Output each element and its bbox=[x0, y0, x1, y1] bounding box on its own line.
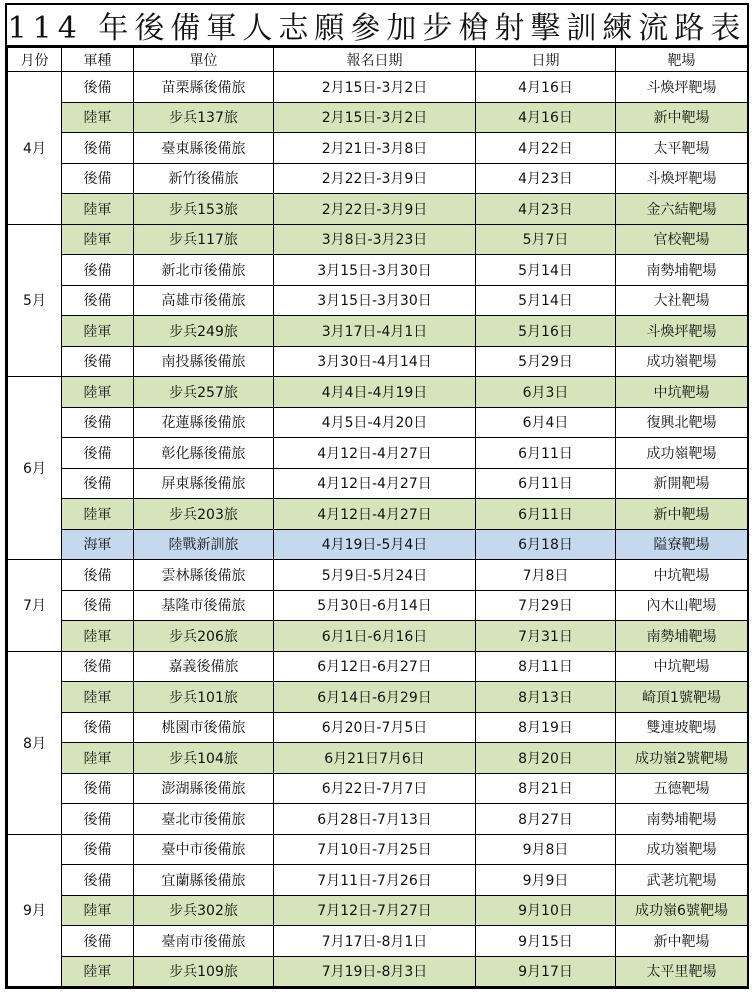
range-cell: 斗煥坪靶場 bbox=[616, 72, 748, 103]
table-row bbox=[8, 255, 748, 286]
branch-cell: 後備 bbox=[62, 865, 134, 896]
table-row bbox=[8, 377, 748, 408]
training-date-cell: 8月21日 bbox=[476, 773, 616, 804]
branch-cell: 陸軍 bbox=[62, 102, 134, 133]
unit-cell: 高雄市後備旅 bbox=[134, 285, 274, 316]
unit-cell: 臺南市後備旅 bbox=[134, 926, 274, 957]
range-cell: 中坑靶場 bbox=[616, 560, 748, 591]
table-row bbox=[8, 926, 748, 957]
range-cell: 雙連坡靶場 bbox=[616, 712, 748, 743]
branch-cell: 陸軍 bbox=[62, 743, 134, 774]
training-date-cell: 4月16日 bbox=[476, 72, 616, 103]
table-row bbox=[8, 102, 748, 133]
registration-date-cell: 3月15日-3月30日 bbox=[274, 285, 476, 316]
training-date-cell: 6月11日 bbox=[476, 438, 616, 469]
training-date-cell: 6月11日 bbox=[476, 499, 616, 530]
training-date-cell: 6月18日 bbox=[476, 529, 616, 560]
month-cell: 9月 bbox=[8, 834, 62, 987]
table-row bbox=[8, 834, 748, 865]
training-date-cell: 8月13日 bbox=[476, 682, 616, 713]
training-date-cell: 6月11日 bbox=[476, 468, 616, 499]
header-unit: 單位 bbox=[134, 48, 274, 72]
branch-cell: 陸軍 bbox=[62, 956, 134, 987]
header-row bbox=[8, 48, 748, 72]
table-header bbox=[8, 48, 748, 72]
table-row bbox=[8, 163, 748, 194]
range-cell: 新中靶場 bbox=[616, 499, 748, 530]
range-cell: 崎頂1號靶場 bbox=[616, 682, 748, 713]
branch-cell: 陸軍 bbox=[62, 621, 134, 652]
header-registration-date: 報名日期 bbox=[274, 48, 476, 72]
training-date-cell: 8月27日 bbox=[476, 804, 616, 835]
header-training-date: 日期 bbox=[476, 48, 616, 72]
table-row bbox=[8, 804, 748, 835]
unit-cell: 步兵117旅 bbox=[134, 224, 274, 255]
training-date-cell: 4月22日 bbox=[476, 133, 616, 164]
table-body bbox=[8, 72, 748, 987]
header-branch: 軍種 bbox=[62, 48, 134, 72]
registration-date-cell: 2月21日-3月8日 bbox=[274, 133, 476, 164]
training-date-cell: 5月7日 bbox=[476, 224, 616, 255]
registration-date-cell: 7月19日-8月3日 bbox=[274, 956, 476, 987]
unit-cell: 嘉義後備旅 bbox=[134, 651, 274, 682]
range-cell: 金六結靶場 bbox=[616, 194, 748, 225]
month-cell: 5月 bbox=[8, 224, 62, 377]
month-cell: 8月 bbox=[8, 651, 62, 834]
table-row bbox=[8, 895, 748, 926]
month-cell: 4月 bbox=[8, 72, 62, 225]
registration-date-cell: 3月8日-3月23日 bbox=[274, 224, 476, 255]
branch-cell: 後備 bbox=[62, 438, 134, 469]
registration-date-cell: 4月12日-4月27日 bbox=[274, 499, 476, 530]
branch-cell: 海軍 bbox=[62, 529, 134, 560]
range-cell: 南勢埔靶場 bbox=[616, 255, 748, 286]
unit-cell: 屏東縣後備旅 bbox=[134, 468, 274, 499]
registration-date-cell: 6月20日-7月5日 bbox=[274, 712, 476, 743]
registration-date-cell: 3月17日-4月1日 bbox=[274, 316, 476, 347]
unit-cell: 彰化縣後備旅 bbox=[134, 438, 274, 469]
table-row bbox=[8, 865, 748, 896]
unit-cell: 基隆市後備旅 bbox=[134, 590, 274, 621]
table-row bbox=[8, 712, 748, 743]
registration-date-cell: 6月12日-6月27日 bbox=[274, 651, 476, 682]
header-month: 月份 bbox=[8, 48, 62, 72]
range-cell: 官校靶場 bbox=[616, 224, 748, 255]
range-cell: 成功嶺靶場 bbox=[616, 346, 748, 377]
range-cell: 大社靶場 bbox=[616, 285, 748, 316]
unit-cell: 宜蘭縣後備旅 bbox=[134, 865, 274, 896]
training-date-cell: 9月8日 bbox=[476, 834, 616, 865]
table-row bbox=[8, 346, 748, 377]
training-date-cell: 8月11日 bbox=[476, 651, 616, 682]
unit-cell: 澎湖縣後備旅 bbox=[134, 773, 274, 804]
header-range: 靶場 bbox=[616, 48, 748, 72]
range-cell: 斗煥坪靶場 bbox=[616, 316, 748, 347]
range-cell: 中坑靶場 bbox=[616, 377, 748, 408]
branch-cell: 後備 bbox=[62, 804, 134, 835]
branch-cell: 後備 bbox=[62, 133, 134, 164]
branch-cell: 陸軍 bbox=[62, 194, 134, 225]
unit-cell: 臺北市後備旅 bbox=[134, 804, 274, 835]
training-date-cell: 5月14日 bbox=[476, 255, 616, 286]
training-date-cell: 5月16日 bbox=[476, 316, 616, 347]
training-date-cell: 5月14日 bbox=[476, 285, 616, 316]
branch-cell: 後備 bbox=[62, 712, 134, 743]
table-row bbox=[8, 529, 748, 560]
table-row bbox=[8, 72, 748, 103]
range-cell: 成功嶺6號靶場 bbox=[616, 895, 748, 926]
unit-cell: 步兵257旅 bbox=[134, 377, 274, 408]
branch-cell: 後備 bbox=[62, 407, 134, 438]
unit-cell: 步兵249旅 bbox=[134, 316, 274, 347]
registration-date-cell: 4月4日-4月19日 bbox=[274, 377, 476, 408]
unit-cell: 臺東縣後備旅 bbox=[134, 133, 274, 164]
table-row bbox=[8, 133, 748, 164]
training-date-cell: 9月15日 bbox=[476, 926, 616, 957]
training-date-cell: 4月23日 bbox=[476, 163, 616, 194]
unit-cell: 步兵137旅 bbox=[134, 102, 274, 133]
training-date-cell: 4月16日 bbox=[476, 102, 616, 133]
registration-date-cell: 4月19日-5月4日 bbox=[274, 529, 476, 560]
range-cell: 成功嶺2號靶場 bbox=[616, 743, 748, 774]
registration-date-cell: 2月22日-3月9日 bbox=[274, 194, 476, 225]
table-row bbox=[8, 285, 748, 316]
registration-date-cell: 3月15日-3月30日 bbox=[274, 255, 476, 286]
range-cell: 太平里靶場 bbox=[616, 956, 748, 987]
table-row bbox=[8, 590, 748, 621]
range-cell: 隘寮靶場 bbox=[616, 529, 748, 560]
unit-cell: 新北市後備旅 bbox=[134, 255, 274, 286]
branch-cell: 後備 bbox=[62, 651, 134, 682]
branch-cell: 陸軍 bbox=[62, 499, 134, 530]
range-cell: 新中靶場 bbox=[616, 926, 748, 957]
unit-cell: 步兵153旅 bbox=[134, 194, 274, 225]
branch-cell: 後備 bbox=[62, 255, 134, 286]
range-cell: 新中靶場 bbox=[616, 102, 748, 133]
unit-cell: 雲林縣後備旅 bbox=[134, 560, 274, 591]
unit-cell: 南投縣後備旅 bbox=[134, 346, 274, 377]
table-row bbox=[8, 743, 748, 774]
schedule-table bbox=[7, 47, 748, 987]
registration-date-cell: 4月12日-4月27日 bbox=[274, 438, 476, 469]
branch-cell: 後備 bbox=[62, 468, 134, 499]
training-date-cell: 6月3日 bbox=[476, 377, 616, 408]
unit-cell: 步兵104旅 bbox=[134, 743, 274, 774]
range-cell: 南勢埔靶場 bbox=[616, 621, 748, 652]
branch-cell: 陸軍 bbox=[62, 377, 134, 408]
range-cell: 復興北靶場 bbox=[616, 407, 748, 438]
training-date-cell: 9月9日 bbox=[476, 865, 616, 896]
range-cell: 成功嶺靶場 bbox=[616, 438, 748, 469]
branch-cell: 後備 bbox=[62, 346, 134, 377]
registration-date-cell: 4月5日-4月20日 bbox=[274, 407, 476, 438]
registration-date-cell: 2月15日-3月2日 bbox=[274, 72, 476, 103]
unit-cell: 新竹後備旅 bbox=[134, 163, 274, 194]
branch-cell: 後備 bbox=[62, 773, 134, 804]
table-row bbox=[8, 773, 748, 804]
unit-cell: 桃園市後備旅 bbox=[134, 712, 274, 743]
training-date-cell: 9月10日 bbox=[476, 895, 616, 926]
range-cell: 武荖坑靶場 bbox=[616, 865, 748, 896]
registration-date-cell: 7月10日-7月25日 bbox=[274, 834, 476, 865]
table-row bbox=[8, 224, 748, 255]
table-row bbox=[8, 468, 748, 499]
unit-cell: 步兵109旅 bbox=[134, 956, 274, 987]
branch-cell: 後備 bbox=[62, 926, 134, 957]
table-row bbox=[8, 194, 748, 225]
unit-cell: 苗栗縣後備旅 bbox=[134, 72, 274, 103]
training-date-cell: 8月20日 bbox=[476, 743, 616, 774]
registration-date-cell: 2月15日-3月2日 bbox=[274, 102, 476, 133]
branch-cell: 陸軍 bbox=[62, 895, 134, 926]
registration-date-cell: 6月14日-6月29日 bbox=[274, 682, 476, 713]
table-row bbox=[8, 560, 748, 591]
registration-date-cell: 5月30日-6月14日 bbox=[274, 590, 476, 621]
training-date-cell: 7月31日 bbox=[476, 621, 616, 652]
range-cell: 南勢埔靶場 bbox=[616, 804, 748, 835]
registration-date-cell: 6月1日-6月16日 bbox=[274, 621, 476, 652]
unit-cell: 陸戰新訓旅 bbox=[134, 529, 274, 560]
page-title: 114 年後備軍人志願參加步槍射擊訓練流路表 bbox=[7, 5, 747, 47]
training-date-cell: 6月4日 bbox=[476, 407, 616, 438]
branch-cell: 後備 bbox=[62, 590, 134, 621]
registration-date-cell: 3月30日-4月14日 bbox=[274, 346, 476, 377]
registration-date-cell: 7月17日-8月1日 bbox=[274, 926, 476, 957]
range-cell: 五德靶場 bbox=[616, 773, 748, 804]
branch-cell: 陸軍 bbox=[62, 224, 134, 255]
range-cell: 成功嶺靶場 bbox=[616, 834, 748, 865]
registration-date-cell: 2月22日-3月9日 bbox=[274, 163, 476, 194]
table-row bbox=[8, 682, 748, 713]
training-date-cell: 5月29日 bbox=[476, 346, 616, 377]
branch-cell: 後備 bbox=[62, 72, 134, 103]
branch-cell: 後備 bbox=[62, 834, 134, 865]
unit-cell: 花蓮縣後備旅 bbox=[134, 407, 274, 438]
registration-date-cell: 6月22日-7月7日 bbox=[274, 773, 476, 804]
range-cell: 新開靶場 bbox=[616, 468, 748, 499]
registration-date-cell: 4月12日-4月27日 bbox=[274, 468, 476, 499]
training-date-cell: 7月29日 bbox=[476, 590, 616, 621]
training-date-cell: 7月8日 bbox=[476, 560, 616, 591]
unit-cell: 臺中市後備旅 bbox=[134, 834, 274, 865]
month-cell: 6月 bbox=[8, 377, 62, 560]
training-date-cell: 8月19日 bbox=[476, 712, 616, 743]
table-row bbox=[8, 438, 748, 469]
training-date-cell: 4月23日 bbox=[476, 194, 616, 225]
registration-date-cell: 6月28日-7月13日 bbox=[274, 804, 476, 835]
unit-cell: 步兵302旅 bbox=[134, 895, 274, 926]
branch-cell: 陸軍 bbox=[62, 316, 134, 347]
branch-cell: 後備 bbox=[62, 285, 134, 316]
table-row bbox=[8, 407, 748, 438]
registration-date-cell: 5月9日-5月24日 bbox=[274, 560, 476, 591]
table-row bbox=[8, 651, 748, 682]
registration-date-cell: 7月11日-7月26日 bbox=[274, 865, 476, 896]
registration-date-cell: 6月21日7月6日 bbox=[274, 743, 476, 774]
range-cell: 中坑靶場 bbox=[616, 651, 748, 682]
branch-cell: 陸軍 bbox=[62, 682, 134, 713]
table-row bbox=[8, 316, 748, 347]
registration-date-cell: 7月12日-7月27日 bbox=[274, 895, 476, 926]
branch-cell: 後備 bbox=[62, 163, 134, 194]
table-row bbox=[8, 956, 748, 987]
table-row bbox=[8, 621, 748, 652]
training-date-cell: 9月17日 bbox=[476, 956, 616, 987]
month-cell: 7月 bbox=[8, 560, 62, 652]
range-cell: 內木山靶場 bbox=[616, 590, 748, 621]
branch-cell: 後備 bbox=[62, 560, 134, 591]
unit-cell: 步兵101旅 bbox=[134, 682, 274, 713]
unit-cell: 步兵203旅 bbox=[134, 499, 274, 530]
range-cell: 斗煥坪靶場 bbox=[616, 163, 748, 194]
range-cell: 太平靶場 bbox=[616, 133, 748, 164]
unit-cell: 步兵206旅 bbox=[134, 621, 274, 652]
table-row bbox=[8, 499, 748, 530]
